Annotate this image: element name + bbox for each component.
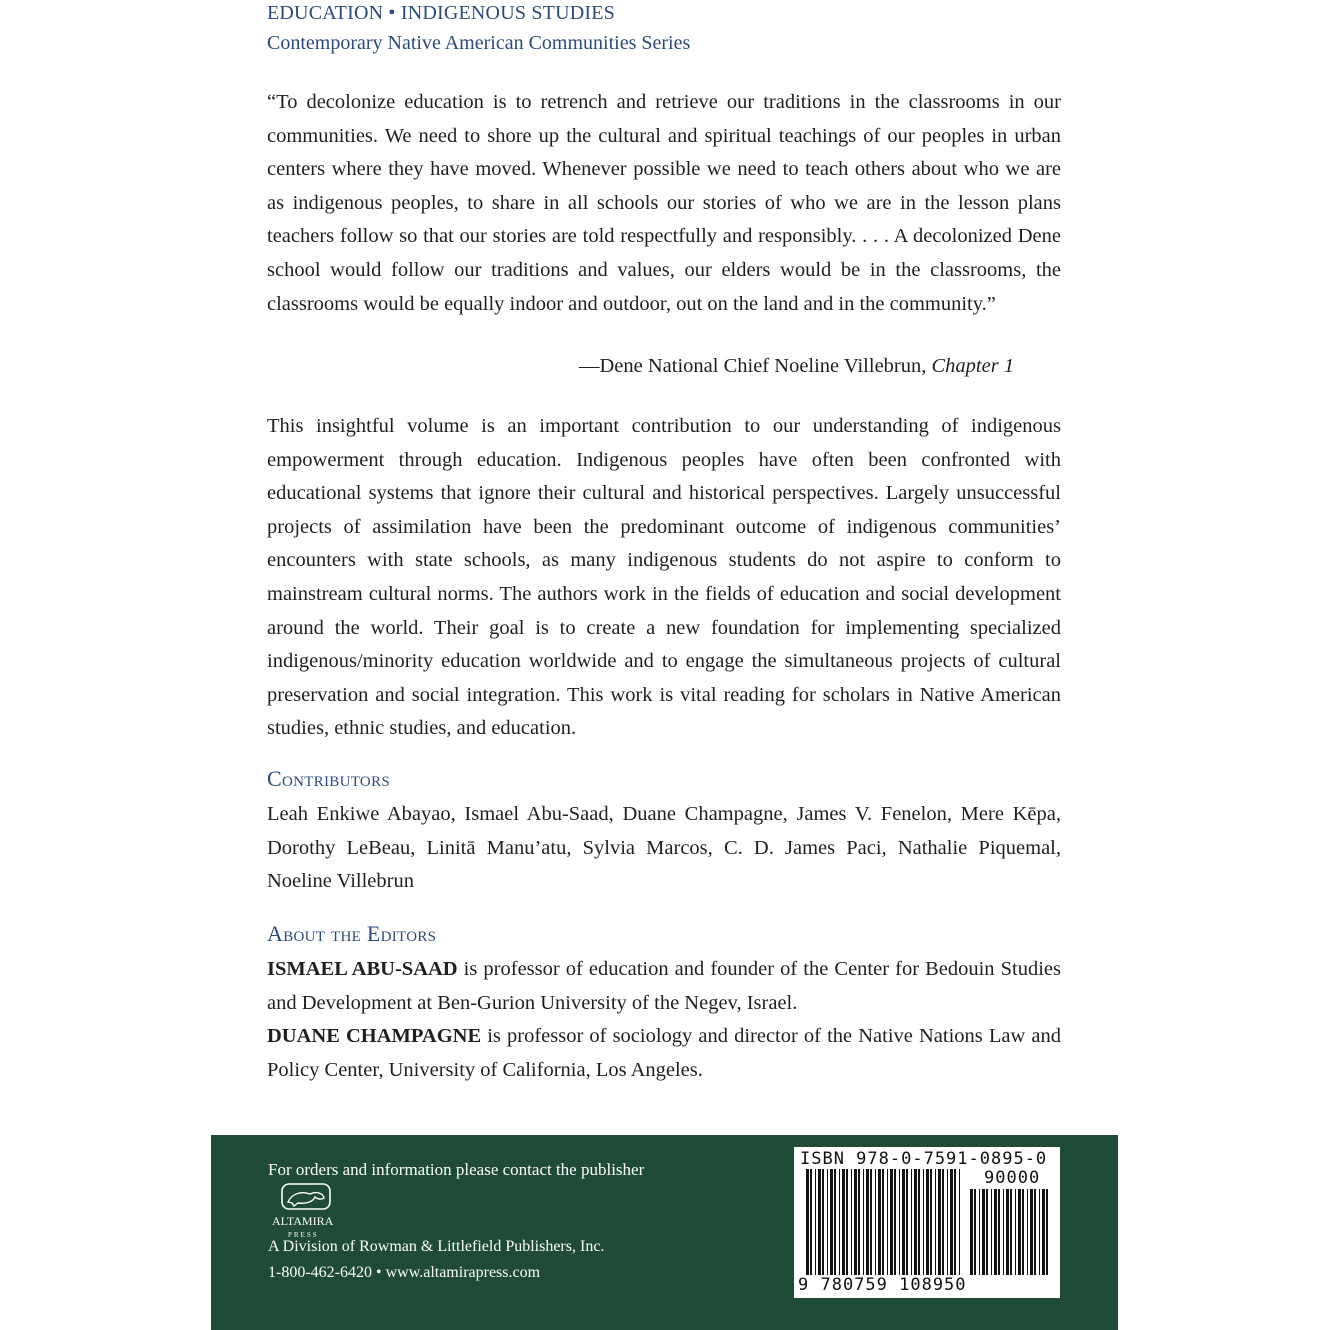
book-description: This insightful volume is an important contribution to our understanding of indigenous empowerment through education. Indigenous peoples have often been confronted with educational systems that ignore their cultural and historical perspectives. Largely unsuccessful projects of assimilation have been the predominant outcome of indigenous communities’ encounters with state schools, as many indigenous students do not aspire to conform to mainstream cultural norms. The authors work in the fields of education and social development around the world. Their goal is to create a new foundation for implementing specialized indigenous/minority education worldwide and to engage the simultaneous projects of cultural preservation and social integration. This work is vital reading for scholars in Native American studies, ethnic studies, and education. [267, 415, 1061, 740]
barcode-bar [830, 1169, 833, 1275]
order-info-text: For orders and information please contact the publisher [268, 1160, 645, 1179]
barcode-bar [1010, 1189, 1012, 1275]
barcode-bar [959, 1169, 960, 1275]
barcode-bar [1015, 1189, 1016, 1275]
editor-bio: is professor of education and founder of the Center for Bedouin Studies and Development at Ben-Gurion University of the Negev, Israel. [267, 958, 1061, 1014]
barcode-bar [914, 1169, 917, 1275]
barcode-bar [1046, 1189, 1048, 1275]
barcode-bar [1018, 1189, 1021, 1275]
barcode-bar [947, 1169, 948, 1275]
barcode-bar [866, 1169, 869, 1275]
barcode-bar [863, 1169, 864, 1275]
price-code-label: 90000 [984, 1168, 1041, 1188]
barcode-bar [815, 1169, 816, 1275]
barcode-bar [974, 1189, 976, 1275]
barcode-bar [858, 1169, 860, 1275]
barcode-bar [851, 1169, 852, 1275]
barcode-bar [842, 1169, 845, 1275]
barcode-bar [894, 1169, 896, 1275]
editor-name: ISMAEL ABU-SAAD [267, 958, 458, 980]
barcode-bar [846, 1169, 848, 1275]
barcode-bar [899, 1169, 900, 1275]
barcode-bar [1039, 1189, 1040, 1275]
barcode-bar [923, 1169, 924, 1275]
category-line: EDUCATION • INDIGENOUS STUDIES [267, 2, 615, 24]
barcode-bar [942, 1169, 944, 1275]
barcode-bar [991, 1189, 992, 1275]
barcode-bar [930, 1169, 932, 1275]
editors-heading: About the Editors [267, 921, 437, 946]
altamira-press-logo [268, 1182, 348, 1240]
price-addon-barcode [970, 1189, 1050, 1275]
barcode-bar [818, 1169, 821, 1275]
ean-barcode [806, 1169, 966, 1275]
series-name: Contemporary Native American Communities Series [267, 32, 691, 54]
barcode-bar [1027, 1189, 1028, 1275]
contributors-list: Leah Enkiwe Abayao, Ismael Abu-Saad, Duane Champagne, James V. Fenelon, Mere Kēpa, Dorothy LeBeau, Linitā Manu’atu, Sylvia Marcos, C. D. James Paci, Nathalie Piquemal, Noeline Villebrun [267, 803, 1061, 893]
publisher-division: A Division of Rowman & Littlefield Publishers, Inc. [268, 1238, 605, 1255]
barcode-bar [882, 1169, 884, 1275]
logo-name: ALTAMIRA [272, 1214, 334, 1228]
barcode-bar [998, 1189, 1000, 1275]
barcode-bar [834, 1169, 836, 1275]
barcode-bar [938, 1169, 941, 1275]
barcode-bar [911, 1169, 912, 1275]
barcode-bar [902, 1169, 905, 1275]
barcode-bar [1003, 1189, 1004, 1275]
barcode-bar [1006, 1189, 1009, 1275]
barcode-bar [994, 1189, 997, 1275]
barcode-bar [810, 1169, 812, 1275]
quote-attribution [579, 355, 1014, 378]
barcode-bar [806, 1169, 809, 1275]
barcode-bar [970, 1189, 973, 1275]
barcode-bar [950, 1169, 953, 1275]
barcode-bar [1030, 1189, 1033, 1275]
barcode-bar [1034, 1189, 1036, 1275]
barcode-bar [822, 1169, 824, 1275]
attribution-source: Chapter 1 [931, 355, 1015, 377]
barcode-bar [935, 1169, 936, 1275]
barcode-bar [887, 1169, 888, 1275]
ean-digits: 9 780759 108950 [798, 1275, 967, 1295]
barcode-bar [954, 1169, 956, 1275]
barcode-bar [982, 1189, 985, 1275]
barcode-bar [870, 1169, 872, 1275]
barcode-bar [827, 1169, 828, 1275]
logo-subtitle: PRESS [288, 1231, 319, 1239]
publisher-footer [211, 1135, 1118, 1330]
barcode-bar [986, 1189, 988, 1275]
editor-bio: is professor of sociology and director of the Native Nations Law and Policy Center, University of California, Los Angeles. [267, 1025, 1061, 1081]
editor-entry [267, 953, 1061, 1020]
barcode-bar [878, 1169, 881, 1275]
barcode-bar [926, 1169, 929, 1275]
barcode-bar [918, 1169, 920, 1275]
barcode-bar [854, 1169, 857, 1275]
barcode-bar [839, 1169, 840, 1275]
isbn-barcode-block [794, 1147, 1060, 1298]
publisher-contact: 1-800-462-6420 • www.altamirapress.com [268, 1264, 541, 1281]
editor-entry [267, 1020, 1061, 1087]
contributors-heading: Contributors [267, 766, 391, 791]
editor-name: DUANE CHAMPAGNE [267, 1025, 482, 1048]
barcode-bar [875, 1169, 876, 1275]
barcode-bar [890, 1169, 893, 1275]
editors-list [267, 953, 1061, 1087]
isbn-label: ISBN 978-0-7591-0895-0 [800, 1149, 1048, 1169]
barcode-bar [1042, 1189, 1045, 1275]
barcode-bar [1022, 1189, 1024, 1275]
barcode-bar [979, 1189, 980, 1275]
epigraph-quote: “To decolonize education is to retrench and retrieve our traditions in the classrooms in our communities. We need to shore up the cultural and spiritual teachings of our peoples in urban centers where they have moved. Whenever possible we need to teach others about who we are as indigenous peoples, to share in all schools our stories of who we are in the lesson plans teachers follow so that our stories are told respectfully and responsibly. . . . A decolonized Dene school would follow our traditions and values, our elders would be in the classrooms, the classrooms would be equally indoor and outdoor, out on the land and in the community.” [267, 91, 1061, 315]
barcode-bar [906, 1169, 908, 1275]
attribution-author: —Dene National Chief Noeline Villebrun, [579, 355, 932, 377]
